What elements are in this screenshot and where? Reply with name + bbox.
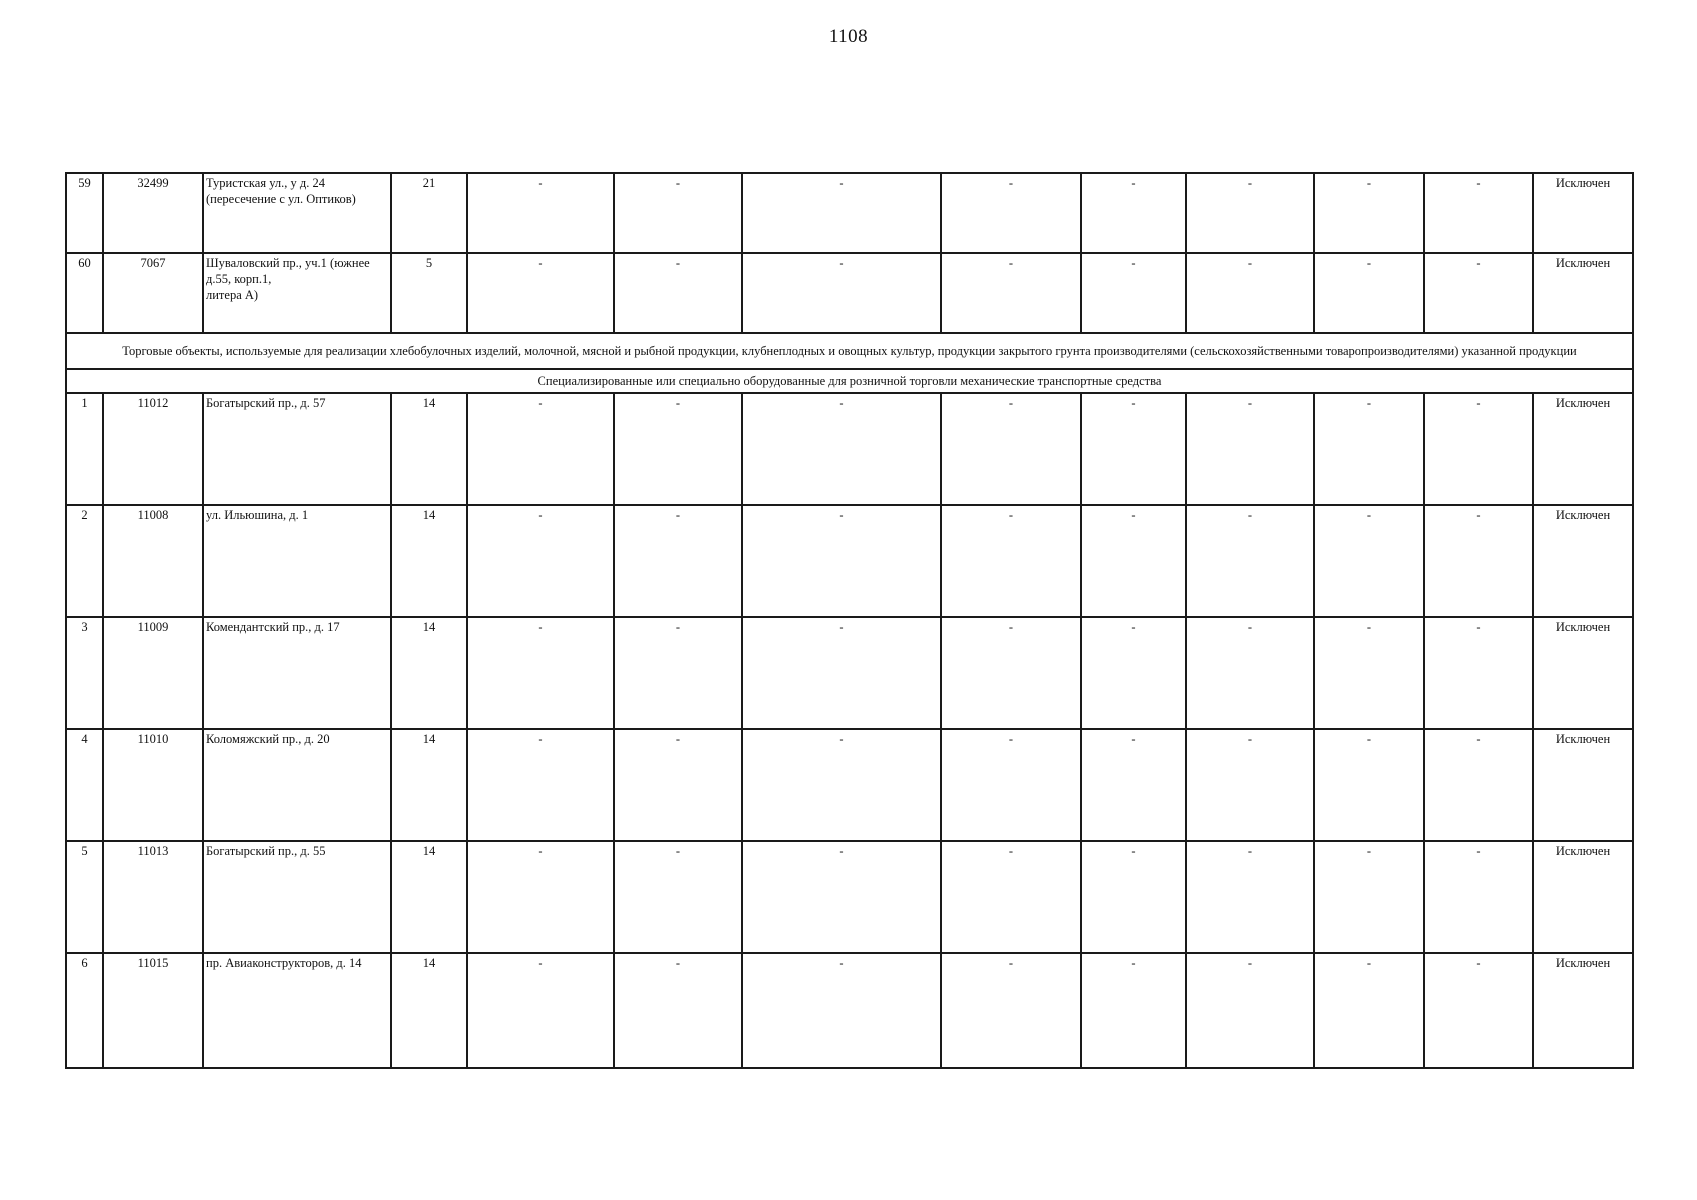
empty-value-cell: - (467, 841, 614, 953)
row-number: 60 (66, 253, 103, 333)
address-line: литера А) (206, 288, 259, 302)
empty-value-cell: - (1424, 505, 1533, 617)
address-line: д.55, корп.1, (206, 272, 272, 286)
empty-value-cell: - (1081, 173, 1186, 253)
object-code: 11010 (103, 729, 203, 841)
row-number: 6 (66, 953, 103, 1068)
empty-value-cell: - (1314, 505, 1424, 617)
address-cell (203, 505, 391, 617)
empty-value-cell: - (1186, 953, 1314, 1068)
empty-value-cell: - (1186, 729, 1314, 841)
address-line: Богатырский пр., д. 57 (206, 396, 326, 410)
subsection-heading: Специализированные или специально оборудованные для розничной торговли механические транспортные средства (66, 369, 1633, 393)
empty-value-cell: - (1314, 253, 1424, 333)
table-body-bottom (66, 393, 1633, 1068)
empty-value-cell: - (1314, 393, 1424, 505)
empty-value-cell: - (1186, 173, 1314, 253)
empty-value-cell: - (941, 505, 1081, 617)
status-cell: Исключен (1533, 173, 1633, 253)
address-line: Коломяжский пр., д. 20 (206, 732, 330, 746)
status-cell: Исключен (1533, 253, 1633, 333)
empty-value-cell: - (467, 173, 614, 253)
address-line: Туристская ул., у д. 24 (206, 176, 326, 190)
address-cell (203, 953, 391, 1068)
empty-value-cell: - (614, 505, 742, 617)
empty-value-cell: - (1424, 953, 1533, 1068)
object-code: 7067 (103, 253, 203, 333)
section-heading-row (66, 333, 1633, 369)
table-row (66, 729, 1633, 841)
section-heading: Торговые объекты, используемые для реализации хлебобулочных изделий, молочной, мясной и рыбной продукции, клубнеплодных и овощных культур, продукции закрытого грунта производителями (сельскохозяйственными товаропроизводителями) указанной продукции (66, 333, 1633, 369)
empty-value-cell: - (742, 393, 941, 505)
value-cell: 14 (391, 505, 467, 617)
empty-value-cell: - (742, 953, 941, 1068)
empty-value-cell: - (467, 393, 614, 505)
address-line: пр. Авиаконструкторов, д. 14 (206, 956, 362, 970)
address-line: (пересечение с ул. Оптиков) (206, 192, 356, 206)
object-code: 11008 (103, 505, 203, 617)
table-row (66, 505, 1633, 617)
status-cell: Исключен (1533, 841, 1633, 953)
empty-value-cell: - (1314, 173, 1424, 253)
empty-value-cell: - (941, 841, 1081, 953)
empty-value-cell: - (941, 173, 1081, 253)
row-number: 59 (66, 173, 103, 253)
value-cell: 14 (391, 617, 467, 729)
value-cell: 14 (391, 953, 467, 1068)
registry-table (65, 172, 1634, 1069)
empty-value-cell: - (1186, 617, 1314, 729)
empty-value-cell: - (467, 253, 614, 333)
row-number: 4 (66, 729, 103, 841)
empty-value-cell: - (742, 505, 941, 617)
row-number: 3 (66, 617, 103, 729)
value-cell: 14 (391, 841, 467, 953)
status-cell: Исключен (1533, 729, 1633, 841)
table-row (66, 841, 1633, 953)
value-cell: 5 (391, 253, 467, 333)
row-number: 5 (66, 841, 103, 953)
empty-value-cell: - (1424, 393, 1533, 505)
empty-value-cell: - (614, 253, 742, 333)
value-cell: 14 (391, 393, 467, 505)
address-cell (203, 173, 391, 253)
table-row (66, 253, 1633, 333)
empty-value-cell: - (1314, 729, 1424, 841)
page-number: 1108 (828, 26, 869, 47)
object-code: 11012 (103, 393, 203, 505)
table-row (66, 393, 1633, 505)
row-number: 1 (66, 393, 103, 505)
row-number: 2 (66, 505, 103, 617)
address-line: Шуваловский пр., уч.1 (южнее (206, 256, 370, 270)
empty-value-cell: - (1081, 729, 1186, 841)
empty-value-cell: - (614, 393, 742, 505)
address-cell (203, 841, 391, 953)
object-code: 11015 (103, 953, 203, 1068)
empty-value-cell: - (614, 729, 742, 841)
table-row (66, 953, 1633, 1068)
status-cell: Исключен (1533, 393, 1633, 505)
empty-value-cell: - (1424, 253, 1533, 333)
empty-value-cell: - (1314, 841, 1424, 953)
empty-value-cell: - (1424, 729, 1533, 841)
status-cell: Исключен (1533, 617, 1633, 729)
empty-value-cell: - (742, 253, 941, 333)
table-row (66, 173, 1633, 253)
empty-value-cell: - (1081, 253, 1186, 333)
empty-value-cell: - (1424, 173, 1533, 253)
empty-value-cell: - (941, 253, 1081, 333)
object-code: 11009 (103, 617, 203, 729)
empty-value-cell: - (1186, 393, 1314, 505)
value-cell: 14 (391, 729, 467, 841)
empty-value-cell: - (1314, 953, 1424, 1068)
status-cell: Исключен (1533, 505, 1633, 617)
section-headings (66, 333, 1633, 393)
empty-value-cell: - (614, 953, 742, 1068)
empty-value-cell: - (1314, 617, 1424, 729)
empty-value-cell: - (742, 729, 941, 841)
empty-value-cell: - (1081, 953, 1186, 1068)
address-cell (203, 617, 391, 729)
empty-value-cell: - (614, 617, 742, 729)
empty-value-cell: - (1186, 505, 1314, 617)
empty-value-cell: - (467, 617, 614, 729)
empty-value-cell: - (467, 505, 614, 617)
address-line: Богатырский пр., д. 55 (206, 844, 326, 858)
empty-value-cell: - (1081, 617, 1186, 729)
empty-value-cell: - (1424, 617, 1533, 729)
empty-value-cell: - (1081, 841, 1186, 953)
empty-value-cell: - (614, 841, 742, 953)
empty-value-cell: - (1081, 393, 1186, 505)
empty-value-cell: - (1424, 841, 1533, 953)
empty-value-cell: - (941, 953, 1081, 1068)
empty-value-cell: - (742, 173, 941, 253)
empty-value-cell: - (1186, 841, 1314, 953)
table-body-top (66, 173, 1633, 333)
empty-value-cell: - (1186, 253, 1314, 333)
empty-value-cell: - (941, 617, 1081, 729)
empty-value-cell: - (467, 729, 614, 841)
address-cell (203, 393, 391, 505)
address-cell (203, 253, 391, 333)
address-line: Комендантский пр., д. 17 (206, 620, 340, 634)
address-cell (203, 729, 391, 841)
empty-value-cell: - (614, 173, 742, 253)
empty-value-cell: - (1081, 505, 1186, 617)
empty-value-cell: - (467, 953, 614, 1068)
empty-value-cell: - (941, 729, 1081, 841)
empty-value-cell: - (941, 393, 1081, 505)
table-row (66, 617, 1633, 729)
value-cell: 21 (391, 173, 467, 253)
subsection-heading-row (66, 369, 1633, 393)
empty-value-cell: - (742, 841, 941, 953)
object-code: 32499 (103, 173, 203, 253)
address-line: ул. Ильюшина, д. 1 (206, 508, 309, 522)
status-cell: Исключен (1533, 953, 1633, 1068)
empty-value-cell: - (742, 617, 941, 729)
object-code: 11013 (103, 841, 203, 953)
